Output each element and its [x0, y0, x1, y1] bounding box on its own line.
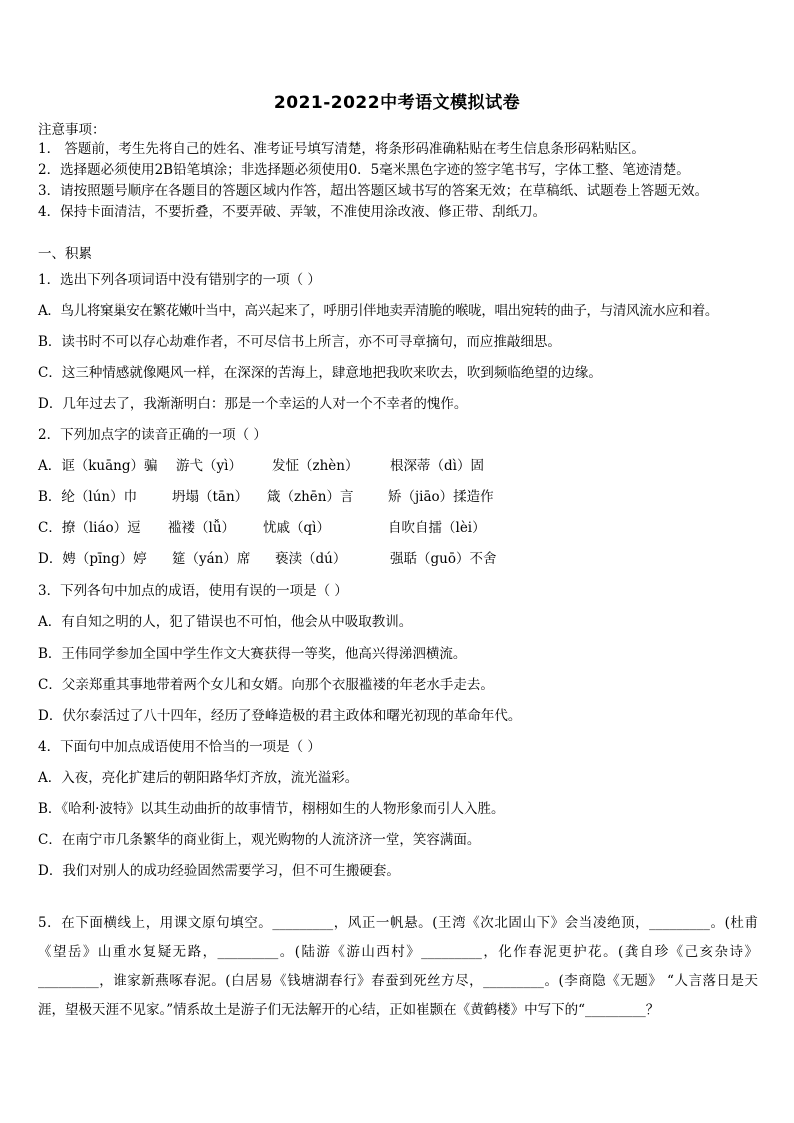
- question-3-option-b: B．王伟同学参加全国中学生作文大赛获得一等奖，他高兴得涕泗横流。: [38, 646, 467, 662]
- question-4-option-d: D．我们对别人的成功经验固然需要学习，但不可生搬硬套。: [38, 863, 400, 879]
- question-4-option-c: C．在南宁市几条繁华的商业街上，观光购物的人流济济一堂，笑容满面。: [38, 832, 481, 848]
- question-2-stem: 2．下列加点字的读音正确的一项（ ）: [38, 427, 267, 443]
- reading-item: 筵（yán）席: [172, 551, 251, 567]
- notice-item: 4．保持卡面清洁，不要折叠，不要弄破、弄皱，不准使用涂改液、修正带、刮纸刀。: [38, 204, 547, 220]
- reading-item: 自吹自擂（lèi）: [388, 520, 486, 536]
- notice-item: 1． 答题前，考生先将自己的姓名、准考证号填写清楚，将条形码准确粘贴在考生信息条形码粘贴区。: [38, 141, 645, 157]
- reading-item: C．撩（liáo）逗: [38, 520, 141, 536]
- question-1-stem: 1．选出下列各项词语中没有错别字的一项（ ）: [38, 272, 321, 288]
- reading-item: 发怔（zhèn）: [272, 458, 359, 474]
- reading-item: 根深蒂（dì）固: [390, 458, 484, 474]
- reading-item: 强聒（guō）不舍: [390, 551, 497, 567]
- reading-item: B．纶（lún）巾: [38, 489, 138, 505]
- reading-item: 褴褛（lǚ）: [168, 520, 236, 536]
- reading-item: D．娉（pīng）婷: [38, 551, 147, 567]
- question-5-text: 5．在下面横线上，用课文原句填空。_________，风正一帆悬。(王湾《次北固山下》会当凌绝顶，_________。(杜甫《望岳》山重水复疑无路，_________。(陆游《游山西村》_________，化作春泥更护花。(龚自珍《己亥杂诗》_________，谁家新燕啄春泥。(白居易《钱塘湖春行》春蚕到死丝方尽，_________。(李商隐《无题》 “人言落日是天涯，望极天涯不见家。”情系故土是游子们无法解开的心结，正如崔颢在《黄鹤楼》中写下的“_________？: [38, 915, 758, 1018]
- question-1-option-c: C．这三种情感就像飓风一样，在深深的苦海上，肆意地把我吹来吹去，吹到频临绝望的边缘。: [38, 365, 602, 381]
- notice-heading: 注意事项：: [38, 122, 106, 138]
- page-title: 2021-2022中考语文模拟试卷: [273, 93, 521, 113]
- question-3-option-a: A．有自知之明的人，犯了错误也不可怕，他会从中吸取教训。: [38, 614, 413, 630]
- reading-item: 矫（jiāo）揉造作: [388, 489, 494, 505]
- question-3-option-d: D．伏尔泰活过了八十四年，经历了登峰造极的君主政体和曙光初现的革命年代。: [38, 708, 522, 724]
- question-1-option-d: D．几年过去了，我渐渐明白：那是一个幸运的人对一个不幸者的愧作。: [38, 396, 468, 412]
- reading-item: A．诓（kuāng）骗: [38, 458, 158, 474]
- question-4-stem: 4．下面句中加点成语使用不恰当的一项是（ ）: [38, 739, 321, 755]
- reading-item: 忧戚（qì）: [263, 520, 330, 536]
- question-1-option-a: A．鸟儿将窠巢安在繁花嫩叶当中，高兴起来了，呼朋引伴地卖弄清脆的喉咙，唱出宛转的曲子，与清风流水应和着。: [38, 303, 719, 319]
- question-3-option-c: C．父亲郑重其事地带着两个女儿和女婿。向那个衣服褴褛的年老水手走去。: [38, 677, 494, 693]
- question-4-option-a: A．入夜，亮化扩建后的朝阳路华灯齐放，流光溢彩。: [38, 770, 359, 786]
- reading-item: 亵渎（dú）: [275, 551, 347, 567]
- notice-item: 3．请按照题号顺序在各题目的答题区域内作答，超出答题区域书写的答案无效；在草稿纸、试题卷上答题无效。: [38, 183, 709, 199]
- question-3-stem: 3．下列各句中加点的成语，使用有误的一项是（ ）: [38, 583, 348, 599]
- notice-item: 2．选择题必须使用2B铅笔填涂；非选择题必须使用0．5毫米黑色字迹的签字笔书写，字体工整、笔迹清楚。: [38, 162, 690, 178]
- reading-item: 箴（zhēn）言: [267, 489, 354, 505]
- section-heading: 一、积累: [38, 246, 92, 262]
- question-4-option-b: B．《哈利·波特》以其生动曲折的故事情节，栩栩如生的人物形象而引人入胜。: [38, 801, 505, 817]
- reading-item: 坍塌（tān）: [172, 489, 249, 505]
- reading-item: 游弋（yì）: [176, 458, 242, 474]
- question-1-option-b: B．读书时不可以存心劫难作者，不可尽信书上所言，亦不可寻章摘句，而应推敲细思。: [38, 334, 561, 350]
